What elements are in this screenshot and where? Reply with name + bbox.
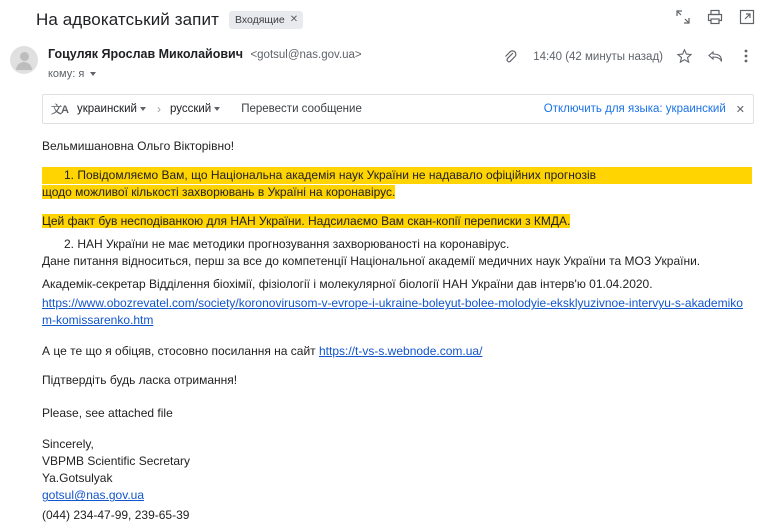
sender-name[interactable]: Гоцуляк Ярослав Миколайович	[48, 47, 243, 61]
subject-row	[0, 0, 768, 36]
recipient-line[interactable]	[48, 68, 362, 80]
attachment-icon[interactable]	[502, 48, 520, 66]
chevron-down-icon[interactable]	[90, 72, 96, 76]
body-link-1-wrap	[42, 295, 752, 329]
star-icon[interactable]	[676, 48, 694, 66]
signature-block	[42, 436, 752, 487]
body-paragraph-5: Підтвердіть будь ласка отримання!	[42, 373, 238, 388]
translate-target-lang[interactable]: русский	[169, 103, 212, 115]
recipient-value: я	[78, 68, 85, 80]
translate-message-button[interactable]: Перевести сообщение	[241, 103, 362, 115]
body-item-1-line-1: 1. Повідомляємо Вам, що Національна академія наук України не надавало офіційних прогнозів	[42, 167, 752, 184]
reply-icon[interactable]	[707, 48, 725, 66]
body-paragraph-4-text: А це те що я обіцяв, стосовно посилання на сайт	[42, 344, 319, 359]
body-link-1[interactable]: https://www.obozrevatel.com/society/koronovirusom-v-evrope-i-ukraine-boleyut-bolee-molodyie-eksklyuzivnoe-intervyu-s-akademikom-komissarenko.htm	[42, 296, 743, 328]
body-paragraph-6: Please, see attached file	[42, 406, 173, 421]
label-chip-inbox[interactable]	[229, 11, 303, 29]
body-item-2-line-2: Дане питання відноситься, перш за все до компетенції Національної академії медичних наук України та МОЗ України.	[42, 254, 701, 269]
body-greeting: Вельмишановна Ольго Вікторівно!	[42, 139, 235, 153]
collapse-icon[interactable]	[674, 8, 692, 26]
chevron-down-icon[interactable]	[214, 107, 220, 111]
sender-info	[48, 42, 362, 80]
body-item-1-line-2: щодо можливої кількості захворювань в Україні на коронавірус.	[42, 185, 396, 200]
body-item-2	[42, 236, 752, 270]
signature-line-1: Sincerely,	[42, 437, 94, 452]
close-icon[interactable]: ✕	[289, 14, 299, 25]
body-item-1	[42, 167, 752, 201]
close-icon[interactable]: ✕	[735, 103, 745, 116]
sender-email[interactable]: <gotsul@nas.gov.ua>	[250, 49, 362, 61]
message-body	[0, 124, 768, 524]
translate-bar	[42, 94, 754, 124]
contact-email-wrap	[42, 487, 752, 504]
label-chip-text: Входящие	[234, 14, 285, 26]
translate-bar-right	[544, 103, 745, 116]
translate-source-lang[interactable]: украинский	[76, 103, 137, 115]
translate-icon: 文A	[51, 104, 68, 116]
contact-phone: (044) 234-47-99, 239-65-39	[42, 507, 190, 522]
chevron-down-icon[interactable]	[140, 107, 146, 111]
body-item-2-line-1: 2. НАН України не має методики прогнозування захворюваності на коронавірус.	[64, 237, 510, 252]
signature-line-2: VBPMB Scientific Secretary	[42, 454, 191, 469]
signature-line-3: Ya.Gotsulyak	[42, 471, 113, 486]
received-time: 14:40 (42 минуты назад)	[533, 51, 663, 63]
disable-translate-link[interactable]: Отключить для языка: украинский	[543, 103, 726, 115]
body-item-1-line-3: Цей факт був несподіванкою для НАН України. Надсилаємо Вам скан-копії переписки з КМДА.	[42, 214, 571, 229]
recipient-label: кому:	[48, 68, 76, 80]
sender-row	[0, 36, 768, 90]
body-paragraph-3: Академік-секретар Відділення біохімії, фізіології і молекулярної біології НАН України дав інтерв'ю 01.04.2020.	[42, 277, 653, 292]
open-in-new-icon[interactable]	[738, 8, 756, 26]
body-item-1-line-3-wrap	[42, 213, 752, 230]
page-title: На адвокатський запит	[36, 10, 219, 29]
message-actions	[502, 48, 756, 66]
avatar	[10, 46, 38, 74]
header-icon-group	[674, 8, 756, 26]
body-link-2[interactable]: https://t-vs-s.webnode.com.ua/	[319, 344, 483, 359]
print-icon[interactable]	[706, 8, 724, 26]
body-paragraph-4	[42, 343, 752, 360]
more-vert-icon[interactable]	[738, 48, 756, 66]
contact-email-link[interactable]: gotsul@nas.gov.ua	[42, 488, 145, 503]
arrow-icon: ›	[156, 102, 161, 116]
